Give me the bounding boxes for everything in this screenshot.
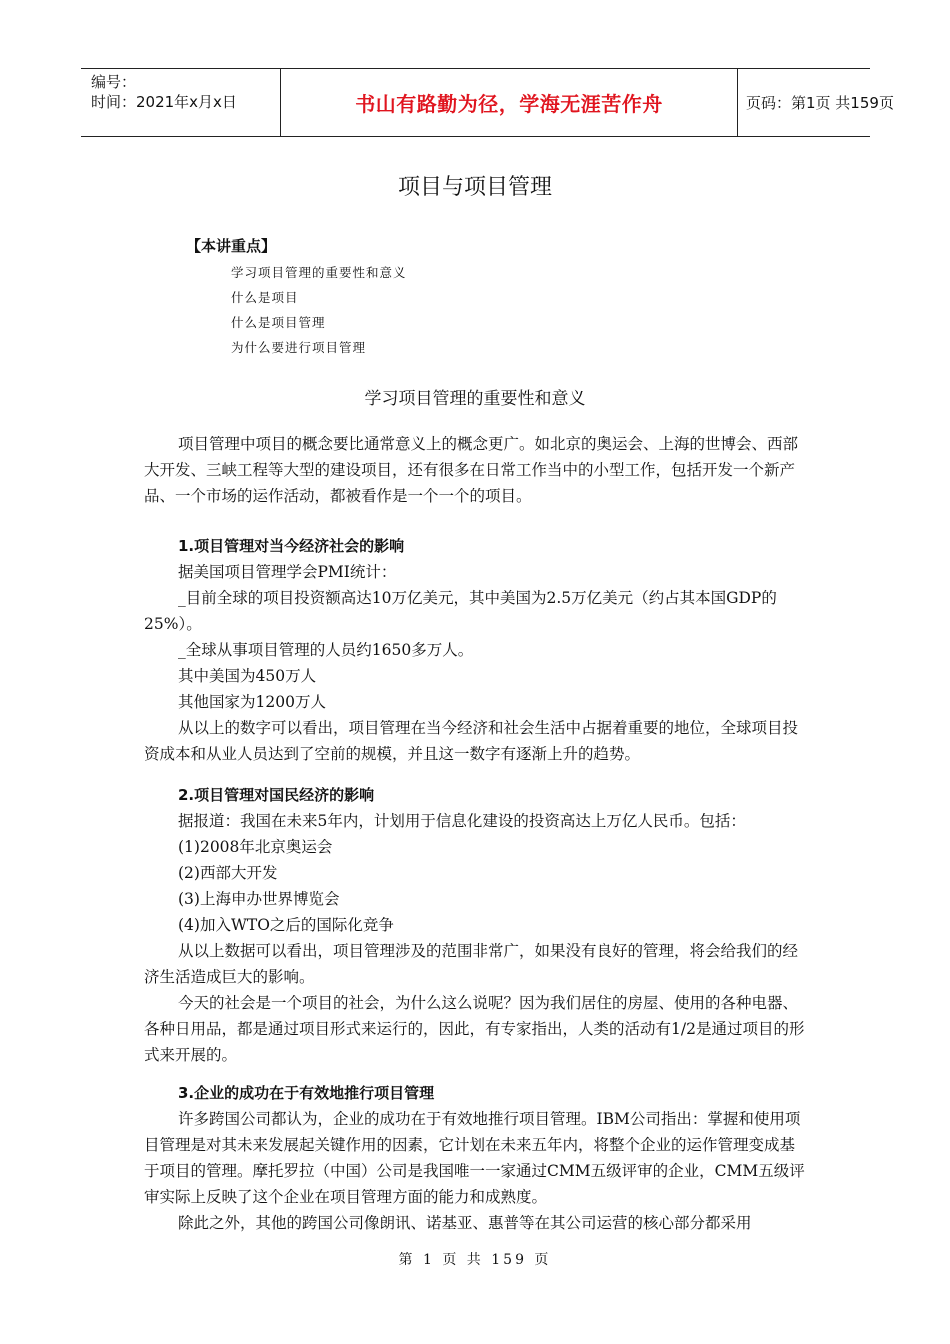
time-label: 时间：2021年x月x日 [91, 93, 237, 111]
section-1-heading: 1.项目管理对当今经济社会的影响 [178, 537, 405, 555]
document-title: 项目与项目管理 [397, 175, 552, 200]
header-page-code-cell [738, 69, 894, 136]
key-point-item: 什么是项目管理 [231, 315, 326, 330]
section-2-item: (1)2008年北京奥运会 [178, 838, 333, 856]
number-label: 编号： [91, 73, 137, 91]
motto-text: 书山有路勤为径，学海无涯苦作舟 [355, 92, 663, 116]
section-title: 学习项目管理的重要性和意义 [364, 389, 586, 409]
section-3 [144, 1080, 807, 1236]
key-point-item: 什么是项目 [231, 290, 299, 305]
section-3-paragraph: 许多跨国公司都认为，企业的成功在于有效地推行项目管理。IBM公司指出：掌握和使用项目管理是对其未来发展起关键作用的因素，它计划在未来五年内，将整个企业的运作管理变成基于项目的管理。摩托罗拉（中国）公司是我国唯一一家通过CMM五级评审的企业，CMM五级评审实际上反映了这个企业在项目管理方面的能力和成熟度。 [144, 1110, 805, 1206]
section-2-paragraph: 从以上数据可以看出，项目管理涉及的范围非常广，如果没有良好的管理，将会给我们的经济生活造成巨大的影响。 [144, 942, 799, 986]
section-1-conclusion: 从以上的数字可以看出，项目管理在当今经济和社会生活中占据着重要的地位，全球项目投资成本和从业人员达到了空前的规模，并且这一数字有逐渐上升的趋势。 [144, 719, 799, 763]
section-2-paragraph: 今天的社会是一个项目的社会，为什么这么说呢？因为我们居住的房屋、使用的各种电器、各种日用品，都是通过项目形式来运行的，因此，有专家指出，人类的活动有1/2是通过项目的形式来开展的。 [144, 994, 805, 1064]
header-motto-cell [281, 69, 738, 136]
header-meta-cell [81, 69, 281, 136]
section-1-line: 其中美国为450万人 [178, 667, 317, 685]
section-2-lead: 据报道：我国在未来5年内，计划用于信息化建设的投资高达上万亿人民币。包括： [178, 812, 746, 830]
key-points-heading: 【本讲重点】 [186, 237, 277, 255]
section-2-heading: 2.项目管理对国民经济的影响 [178, 786, 375, 804]
intro-paragraph: 项目管理中项目的概念要比通常意义上的概念更广。如北京的奥运会、上海的世博会、西部大开发、三峡工程等大型的建设项目，还有很多在日常工作当中的小型工作，包括开发一个新产品、一个市场的运作活动，都被看作是一个一个的项目。 [144, 435, 799, 505]
section-1-line: 其他国家为1200万人 [178, 693, 326, 711]
section-3-paragraph: 除此之外，其他的跨国公司像朗讯、诺基亚、惠普等在其公司运营的核心部分都采用 [178, 1214, 752, 1232]
key-point-item: 学习项目管理的重要性和意义 [231, 265, 407, 280]
section-2-item: (4)加入WTO之后的国际化竞争 [178, 916, 394, 934]
section-1-lead: 据美国项目管理学会PMI统计： [178, 563, 397, 581]
intro-block [144, 431, 807, 509]
section-1 [144, 533, 807, 767]
section-1-bullet: _目前全球的项目投资额高达10万亿美元，其中美国为2.5万亿美元（约占其本国GDP的25%）。 [144, 589, 777, 633]
key-points-list [231, 260, 407, 360]
section-2-item: (3)上海申办世界博览会 [178, 890, 340, 908]
page-header-table [81, 68, 894, 137]
section-1-bullet: _全球从事项目管理的人员约1650多万人。 [178, 641, 474, 659]
page-code: 页码：第1页 共159页 [746, 94, 894, 112]
section-2 [144, 782, 807, 1068]
page-footer: 第 1 页 共 159 页 [398, 1252, 552, 1268]
key-point-item: 为什么要进行项目管理 [231, 340, 367, 355]
section-2-item: (2)西部大开发 [178, 864, 278, 882]
section-3-heading: 3.企业的成功在于有效地推行项目管理 [178, 1084, 435, 1102]
